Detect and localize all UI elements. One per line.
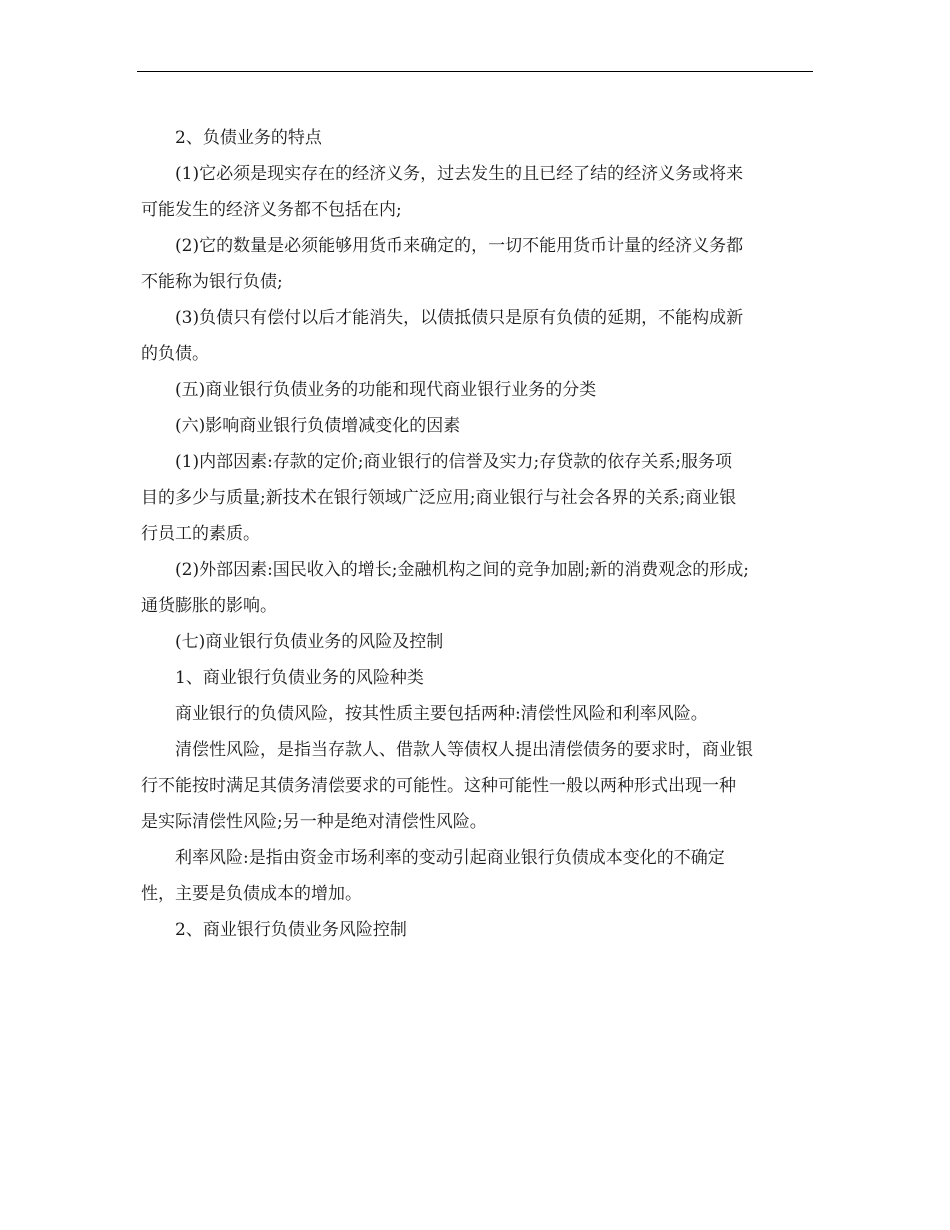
text-line: 不能称为银行负债; [141,272,283,292]
text-line: 1、商业银行负债业务的风险种类 [175,668,424,688]
text-line: 2、负债业务的特点 [175,128,322,148]
text-line: 目的多少与质量;新技术在银行领域广泛应用;商业银行与社会各界的关系;商业银 [141,488,737,508]
paragraph [141,372,829,408]
paragraph [141,444,829,552]
text-line: 是实际清偿性风险;另一种是绝对清偿性风险。 [141,812,487,832]
text-line: 可能发生的经济义务都不包括在内; [141,200,402,220]
paragraph [141,408,829,444]
text-line: 2、商业银行负债业务风险控制 [175,920,407,940]
text-line: (2)它的数量是必须能够用货币来确定的，一切不能用货币计量的经济义务都 [175,236,744,256]
text-line: (七)商业银行负债业务的风险及控制 [175,632,444,652]
document-body [141,120,829,948]
paragraph [141,624,829,660]
text-line: (六)影响商业银行负债增减变化的因素 [175,416,461,436]
text-line: 清偿性风险，是指当存款人、借款人等债权人提出清偿债务的要求时，商业银 [175,740,753,760]
text-line: 利率风险:是指由资金市场利率的变动引起商业银行负债成本变化的不确定 [175,848,725,868]
paragraph [141,660,829,696]
text-line: 行不能按时满足其债务清偿要求的可能性。这种可能性一般以两种形式出现一种 [141,776,736,796]
paragraph [141,120,829,156]
text-line: 的负债。 [141,344,209,364]
text-line: (五)商业银行负债业务的功能和现代商业银行业务的分类 [175,380,597,400]
paragraph [141,840,829,912]
text-line: (3)负债只有偿付以后才能消失，以债抵债只是原有负债的延期，不能构成新 [175,308,744,328]
header-rule [137,71,813,72]
text-line: 行员工的素质。 [141,524,260,544]
paragraph [141,300,829,372]
text-line: 通货膨胀的影响。 [141,596,277,616]
text-line: (2)外部因素:国民收入的增长;金融机构之间的竞争加剧;新的消费观念的形成; [175,560,749,580]
text-line: 商业银行的负债风险，按其性质主要包括两种:清偿性风险和利率风险。 [175,704,708,724]
paragraph [141,696,829,732]
paragraph [141,228,829,300]
paragraph [141,156,829,228]
text-line: (1)内部因素:存款的定价;商业银行的信誉及实力;存贷款的依存关系;服务项 [175,452,732,472]
paragraph [141,912,829,948]
text-line: 性，主要是负债成本的增加。 [141,884,362,904]
text-line: (1)它必须是现实存在的经济义务，过去发生的且已经了结的经济义务或将来 [175,164,744,184]
paragraph [141,552,829,624]
paragraph [141,732,829,840]
